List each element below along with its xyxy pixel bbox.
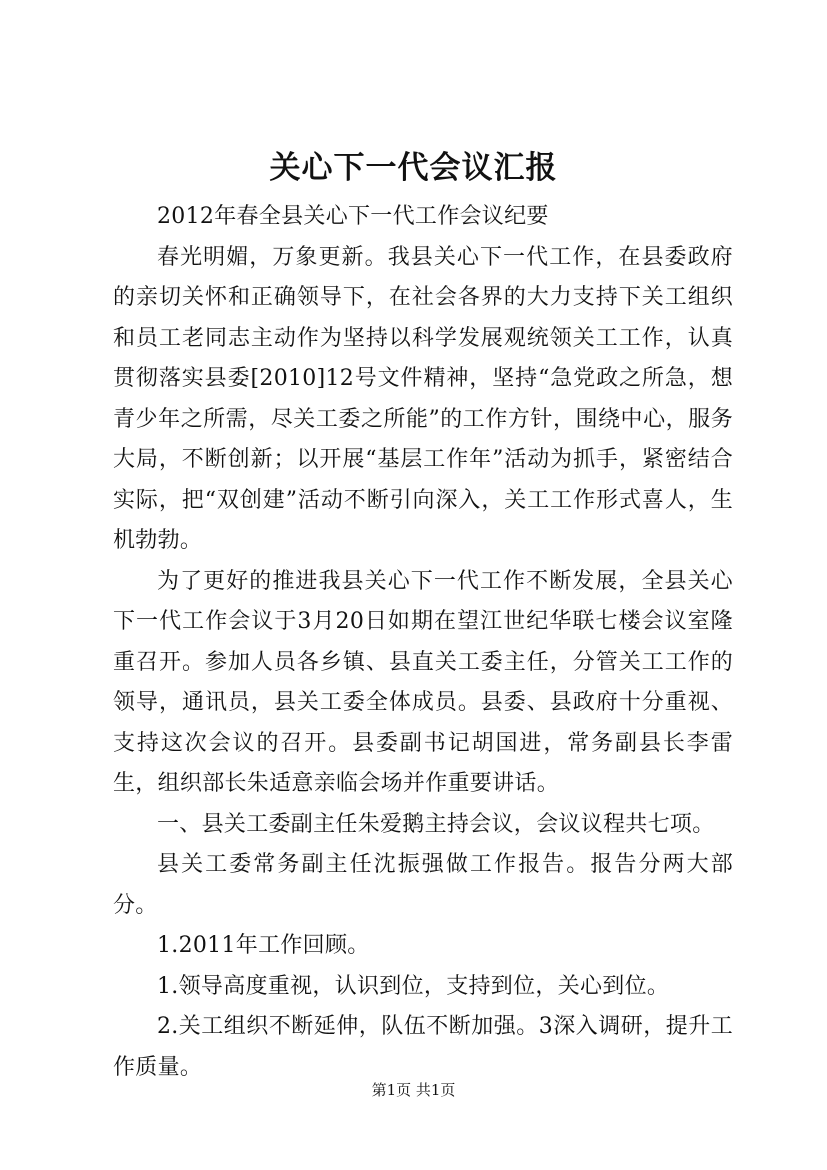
document-title: 关心下一代会议汇报 bbox=[269, 150, 558, 186]
body-paragraph: 春光明媚，万象更新。我县关心下一代工作，在县委政府的亲切关怀和正确领导下，在社会各界的大力支持下关工组织和员工老同志主动作为坚持以科学发展观统领关工工作，认真贯彻落实县委[2010]12号文件精神，坚持“急党政之所急，想青少年之所需，尽关工委之所能”的工作方针，围绕中心，服务大局，不断创新；以开展“基层工作年”活动为抓手，紧密结合实际，把“双创建”活动不断引向深入，关工工作形式喜人，生机勃勃。 bbox=[113, 244, 733, 553]
body-paragraph: 2.关工组织不断延伸，队伍不断加强。3深入调研，提升工作质量。 bbox=[113, 1014, 733, 1080]
subtitle-paragraph: 2012年春全县关心下一代工作会议纪要 bbox=[157, 204, 549, 229]
document-body bbox=[113, 197, 733, 1088]
body-paragraph: 1.2011年工作回顾。 bbox=[157, 933, 370, 958]
body-paragraph: 一、县关工委副主任朱爱鹅主持会议，会议议程共七项。 bbox=[157, 811, 715, 837]
body-paragraph: 县关工委常务副主任沈振强做工作报告。报告分两大部分。 bbox=[113, 852, 733, 918]
page-number-footer: 第1页 共1页 bbox=[371, 1081, 456, 1099]
body-paragraph: 1.领导高度重视，认识到位，支持到位，关心到位。 bbox=[157, 973, 670, 999]
body-paragraph: 为了更好的推进我县关心下一代工作不断发展，全县关心下一代工作会议于3月20日如期在望江世纪华联七楼会议室隆重召开。参加人员各乡镇、县直关工委主任，分管关工工作的领导，通讯员，县关工委全体成员。县委、县政府十分重视、支持这次会议的召开。县委副书记胡国进，常务副县长李雷生，组织部长朱适意亲临会场并作重要讲话。 bbox=[113, 568, 733, 796]
